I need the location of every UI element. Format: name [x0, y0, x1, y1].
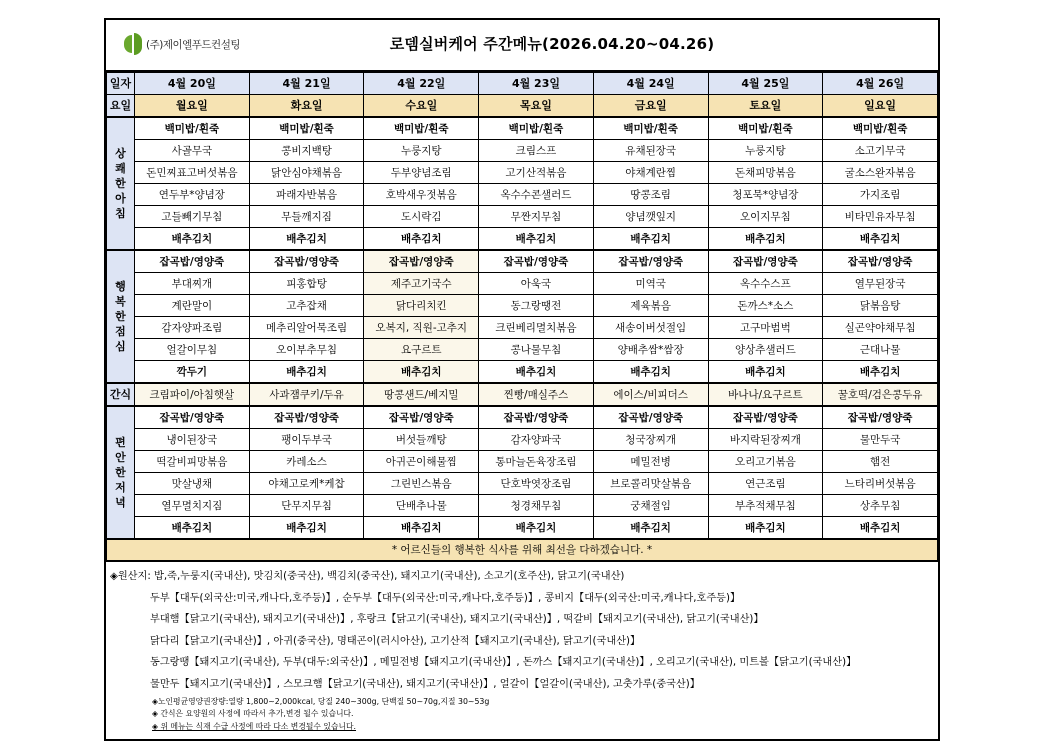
lunch-row [107, 250, 938, 273]
lunch-menu-item: 배추김치 [364, 361, 479, 384]
dinner-menu-item: 단배추나물 [364, 495, 479, 517]
breakfast-menu-item: 고기산적볶음 [479, 162, 594, 184]
breakfast-menu-item: 백미밥/흰죽 [364, 117, 479, 140]
dinner-menu-item: 느타리버섯볶음 [823, 473, 938, 495]
dinner-menu-item: 브로콜리맛살볶음 [593, 473, 708, 495]
breakfast-row [107, 184, 938, 206]
breakfast-menu-item: 무짠지무침 [479, 206, 594, 228]
lunch-menu-item: 잡곡밥/영양죽 [479, 250, 594, 273]
date-cell: 4월 22일 [364, 73, 479, 95]
breakfast-menu-item: 도시락김 [364, 206, 479, 228]
lunch-row [107, 273, 938, 295]
snack-item: 꿀호떡/검은콩두유 [823, 383, 938, 406]
dinner-menu-item: 잡곡밥/영양죽 [135, 406, 250, 429]
dinner-row [107, 451, 938, 473]
dinner-menu-item: 상추무침 [823, 495, 938, 517]
breakfast-label [107, 117, 135, 250]
breakfast-menu-item: 배추김치 [249, 228, 364, 251]
breakfast-menu-item: 사골무국 [135, 140, 250, 162]
notice-row [107, 539, 938, 561]
origin-line: 부대햄【닭고기(국내산), 돼지고기(국내산)】, 후랑크【닭고기(국내산), 돼지고기(국내산)】, 떡갈비【돼지고기(국내산), 닭고기(국내산)】 [150, 614, 764, 626]
breakfast-menu-item: 백미밥/흰죽 [593, 117, 708, 140]
lunch-menu-item: 양상추샐러드 [708, 339, 823, 361]
lunch-menu-item: 제육볶음 [593, 295, 708, 317]
lunch-row [107, 295, 938, 317]
snack-item: 바나나/요구르트 [708, 383, 823, 406]
dinner-row [107, 406, 938, 429]
lunch-menu-item: 양배추쌈*쌈장 [593, 339, 708, 361]
lunch-menu-item: 깍두기 [135, 361, 250, 384]
lunch-row [107, 339, 938, 361]
breakfast-menu-item: 유채된장국 [593, 140, 708, 162]
lunch-menu-item: 배추김치 [708, 361, 823, 384]
lunch-menu-item: 배추김치 [479, 361, 594, 384]
date-cell: 4월 20일 [135, 73, 250, 95]
dinner-menu-item: 통마늘돈육장조림 [479, 451, 594, 473]
breakfast-menu-item: 닭안심야채볶음 [249, 162, 364, 184]
breakfast-menu-item: 콩비지백탕 [249, 140, 364, 162]
dinner-menu-item: 햄전 [823, 451, 938, 473]
dinner-menu-item: 아귀곤이해물찜 [364, 451, 479, 473]
origin-line: 두부【대두(외국산:미국,캐나다,호주등)】, 순두부【대두(외국산:미국,캐나다,호주등)】, 콩비지【대두(외국산:미국,캐나다,호주등)】 [150, 592, 741, 604]
dinner-menu-item: 팽이두부국 [249, 429, 364, 451]
dinner-menu-item: 맛살냉채 [135, 473, 250, 495]
lunch-menu-item: 동그랑땡전 [479, 295, 594, 317]
lunch-menu-item: 잡곡밥/영양죽 [135, 250, 250, 273]
dinner-menu-item: 청경채무침 [479, 495, 594, 517]
breakfast-row [107, 228, 938, 251]
day-cell: 토요일 [708, 95, 823, 118]
lunch-menu-item: 실곤약야채무침 [823, 317, 938, 339]
lunch-menu-item: 제주고기국수 [364, 273, 479, 295]
lunch-menu-item: 잡곡밥/영양죽 [364, 250, 479, 273]
lunch-menu-item: 잡곡밥/영양죽 [708, 250, 823, 273]
breakfast-menu-item: 호박새우젓볶음 [364, 184, 479, 206]
date-cell: 4월 24일 [593, 73, 708, 95]
lunch-row [107, 317, 938, 339]
dinner-menu-item: 냉이된장국 [135, 429, 250, 451]
lunch-row [107, 361, 938, 384]
breakfast-menu-item: 배추김치 [364, 228, 479, 251]
dinner-menu-item: 잡곡밥/영양죽 [479, 406, 594, 429]
breakfast-menu-item: 백미밥/흰죽 [708, 117, 823, 140]
dinner-menu-item: 감자양파국 [479, 429, 594, 451]
breakfast-menu-item: 백미밥/흰죽 [479, 117, 594, 140]
breakfast-menu-item: 굴소스완자볶음 [823, 162, 938, 184]
notice-text: * 어르신들의 행복한 식사를 위해 최선을 다하겠습니다. * [107, 539, 938, 561]
lunch-menu-item: 배추김치 [593, 361, 708, 384]
lunch-menu-item: 콩나물무침 [479, 339, 594, 361]
dinner-menu-item: 청국장찌개 [593, 429, 708, 451]
lunch-menu-item: 감자양파조림 [135, 317, 250, 339]
dinner-menu-item: 잡곡밥/영양죽 [593, 406, 708, 429]
breakfast-menu-item: 누룽지탕 [708, 140, 823, 162]
lunch-menu-item: 얼갈이무침 [135, 339, 250, 361]
day-cell: 월요일 [135, 95, 250, 118]
breakfast-row [107, 206, 938, 228]
breakfast-menu-item: 오이지무침 [708, 206, 823, 228]
menu-table [106, 72, 938, 561]
lunch-menu-item: 새송이버섯절임 [593, 317, 708, 339]
dinner-menu-item: 잡곡밥/영양죽 [823, 406, 938, 429]
dinner-menu-item: 부추적채무침 [708, 495, 823, 517]
day-cell: 금요일 [593, 95, 708, 118]
snack-item: 찐빵/매실주스 [479, 383, 594, 406]
day-cell: 일요일 [823, 95, 938, 118]
breakfast-menu-item: 돈채피망볶음 [708, 162, 823, 184]
breakfast-menu-item: 파래자반볶음 [249, 184, 364, 206]
lunch-menu-item: 고추잡채 [249, 295, 364, 317]
dinner-menu-item: 그린빈스볶음 [364, 473, 479, 495]
lunch-menu-item: 열무된장국 [823, 273, 938, 295]
origin-line: 물만두【돼지고기(국내산)】, 스모크햄【닭고기(국내산), 돼지고기(국내산)】, 얼갈이【얼갈이(국내산), 고춧가루(중국산)】 [150, 678, 700, 690]
dinner-menu-item: 연근조림 [708, 473, 823, 495]
lunch-menu-item: 오복지, 직원-고추지 [364, 317, 479, 339]
lunch-menu-item: 배추김치 [823, 361, 938, 384]
dinner-row [107, 517, 938, 540]
dinner-menu-item: 궁채절임 [593, 495, 708, 517]
dinner-menu-item: 바지락된장찌개 [708, 429, 823, 451]
dinner-menu-item: 물만두국 [823, 429, 938, 451]
day-label: 요일 [107, 95, 135, 118]
note-line: ◈ 간식은 요양원의 사정에 따라서 추가,변경 될수 있습니다. [152, 709, 354, 719]
breakfast-menu-item: 돈민찌표고버섯볶음 [135, 162, 250, 184]
lunch-menu-item: 부대찌개 [135, 273, 250, 295]
date-cell: 4월 25일 [708, 73, 823, 95]
dinner-menu-item: 배추김치 [593, 517, 708, 540]
weekly-menu-sheet [104, 18, 940, 741]
breakfast-menu-item: 백미밥/흰죽 [823, 117, 938, 140]
lunch-menu-item: 잡곡밥/영양죽 [593, 250, 708, 273]
lunch-label [107, 250, 135, 383]
lunch-menu-item: 잡곡밥/영양죽 [249, 250, 364, 273]
snack-item: 땅콩샌드/베지밀 [364, 383, 479, 406]
day-cell: 목요일 [479, 95, 594, 118]
day-row [107, 95, 938, 118]
origin-line: 닭다리【닭고기(국내산)】, 아귀(중국산), 명태곤이(러시아산), 고기산적【돼지고기(국내산), 닭고기(국내산)】 [150, 635, 641, 647]
day-cell: 화요일 [249, 95, 364, 118]
dinner-menu-item: 오리고기볶음 [708, 451, 823, 473]
lunch-menu-item: 미역국 [593, 273, 708, 295]
dinner-menu-item: 단호박엿장조림 [479, 473, 594, 495]
breakfast-menu-item: 연두부*양념장 [135, 184, 250, 206]
breakfast-menu-item: 백미밥/흰죽 [135, 117, 250, 140]
date-cell: 4월 23일 [479, 73, 594, 95]
breakfast-menu-item: 백미밥/흰죽 [249, 117, 364, 140]
breakfast-label-text: 상쾌한아침 [115, 146, 126, 220]
lunch-menu-item: 근대나물 [823, 339, 938, 361]
nutrition-notes [106, 696, 938, 734]
page-title: 로뎀실버케어 주간메뉴(2026.04.20~04.26) [389, 35, 715, 53]
breakfast-menu-item: 무들깨지짐 [249, 206, 364, 228]
dinner-menu-item: 떡갈비피망볶음 [135, 451, 250, 473]
breakfast-menu-item: 배추김치 [479, 228, 594, 251]
breakfast-row [107, 162, 938, 184]
dinner-menu-item: 배추김치 [479, 517, 594, 540]
lunch-menu-item: 돈까스*소스 [708, 295, 823, 317]
dinner-menu-item: 배추김치 [823, 517, 938, 540]
breakfast-menu-item: 크림스프 [479, 140, 594, 162]
breakfast-menu-item: 누룽지탕 [364, 140, 479, 162]
breakfast-menu-item: 땅콩조림 [593, 184, 708, 206]
snack-row [107, 383, 938, 406]
breakfast-menu-item: 고들빼기무침 [135, 206, 250, 228]
dinner-menu-item: 메밀전병 [593, 451, 708, 473]
origin-section [106, 561, 938, 739]
dinner-menu-item: 잡곡밥/영양죽 [249, 406, 364, 429]
lunch-menu-item: 요구르트 [364, 339, 479, 361]
breakfast-menu-item: 배추김치 [823, 228, 938, 251]
lunch-menu-item: 배추김치 [249, 361, 364, 384]
breakfast-menu-item: 소고기무국 [823, 140, 938, 162]
dinner-menu-item: 잡곡밥/영양죽 [364, 406, 479, 429]
dinner-menu-item: 배추김치 [364, 517, 479, 540]
breakfast-menu-item: 비타민유자무침 [823, 206, 938, 228]
lunch-menu-item: 닭다리치킨 [364, 295, 479, 317]
dinner-menu-item: 버섯들깨탕 [364, 429, 479, 451]
snack-label: 간식 [107, 383, 135, 406]
date-label: 일자 [107, 73, 135, 95]
day-cell: 수요일 [364, 95, 479, 118]
lunch-menu-item: 메추리알어묵조림 [249, 317, 364, 339]
menu-header [106, 20, 938, 72]
lunch-menu-item: 오이부추무침 [249, 339, 364, 361]
lunch-menu-item: 닭볶음탕 [823, 295, 938, 317]
breakfast-menu-item: 배추김치 [708, 228, 823, 251]
date-cell: 4월 21일 [249, 73, 364, 95]
note-line: ◈ 위 메뉴는 식재 수급 사정에 따라 다소 변경될수 있습니다. [152, 721, 357, 731]
breakfast-menu-item: 청포묵*양념장 [708, 184, 823, 206]
origin-line: ◈원산지: 밥,죽,누룽지(국내산), 맛김치(중국산), 백김치(중국산), 돼지고기(국내산), 소고기(호주산), 닭고기(국내산) [110, 571, 625, 582]
breakfast-menu-item: 양념깻잎지 [593, 206, 708, 228]
lunch-label-text: 행복한점심 [115, 279, 126, 353]
dinner-menu-item: 배추김치 [135, 517, 250, 540]
breakfast-menu-item: 배추김치 [593, 228, 708, 251]
breakfast-menu-item: 두부양념조림 [364, 162, 479, 184]
dinner-menu-item: 카레소스 [249, 451, 364, 473]
snack-item: 크림파이/아침햇살 [135, 383, 250, 406]
lunch-menu-item: 고구마범벅 [708, 317, 823, 339]
dinner-label-text: 편안한저녁 [115, 435, 126, 509]
breakfast-row [107, 117, 938, 140]
dinner-row [107, 473, 938, 495]
dinner-menu-item: 잡곡밥/영양죽 [708, 406, 823, 429]
breakfast-row [107, 140, 938, 162]
snack-item: 에이스/비피더스 [593, 383, 708, 406]
lunch-menu-item: 크린베리멸치볶음 [479, 317, 594, 339]
dinner-menu-item: 배추김치 [249, 517, 364, 540]
origin-line: 동그랑땡【돼지고기(국내산), 두부(대두:외국산)】, 메밀전병【돼지고기(국내산)】, 돈까스【돼지고기(국내산)】, 오리고기(국내산), 미트볼【닭고기(국내산)】 [150, 657, 857, 669]
date-cell: 4월 26일 [823, 73, 938, 95]
dinner-menu-item: 단무지무침 [249, 495, 364, 517]
date-row [107, 73, 938, 95]
breakfast-menu-item: 옥수수콘샐러드 [479, 184, 594, 206]
dinner-menu-item: 야채고로케*케찹 [249, 473, 364, 495]
dinner-menu-item: 열무멸치지짐 [135, 495, 250, 517]
note-line: ◈노인평균영양권장량:열량 1,800~2,000kcal, 당질 240~300g, 단백질 50~70g,지질 30~53g [152, 696, 490, 706]
lunch-menu-item: 옥수수스프 [708, 273, 823, 295]
breakfast-menu-item: 야채계란찜 [593, 162, 708, 184]
dinner-row [107, 495, 938, 517]
breakfast-menu-item: 가지조림 [823, 184, 938, 206]
lunch-menu-item: 피홍합탕 [249, 273, 364, 295]
dinner-row [107, 429, 938, 451]
company-name: (주)제이엘푸드컨설팅 [146, 38, 240, 51]
dinner-menu-item: 배추김치 [708, 517, 823, 540]
lunch-menu-item: 계란말이 [135, 295, 250, 317]
dinner-label [107, 406, 135, 539]
lunch-menu-item: 잡곡밥/영양죽 [823, 250, 938, 273]
snack-item: 사과잼쿠키/두유 [249, 383, 364, 406]
lunch-menu-item: 아욱국 [479, 273, 594, 295]
breakfast-menu-item: 배추김치 [135, 228, 250, 251]
